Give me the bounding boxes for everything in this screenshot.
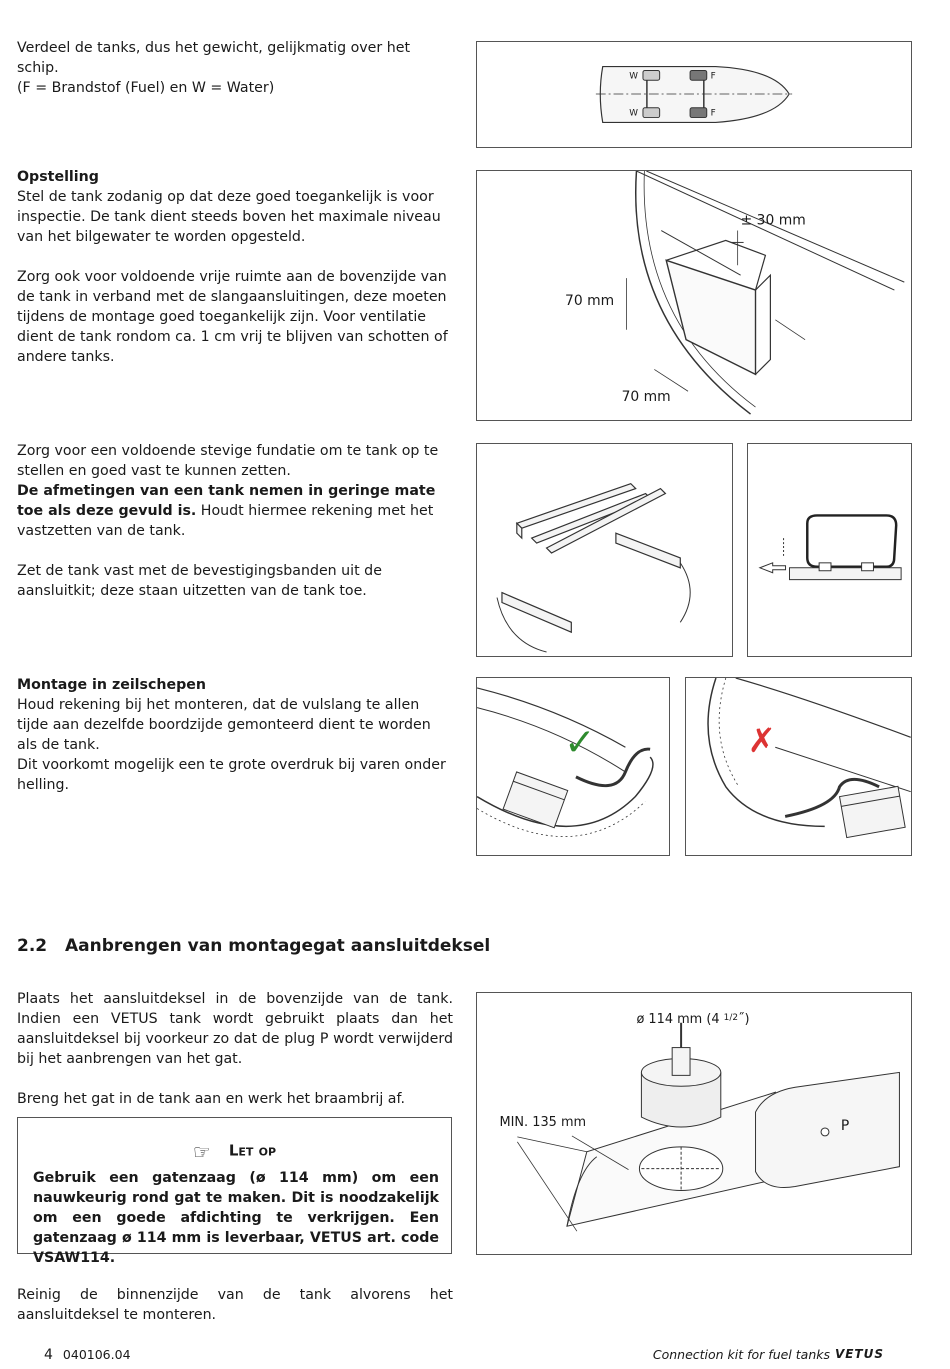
dia-label-text: ø 114 mm (4 (636, 1011, 724, 1027)
foundation-after-bold: Houdt hiermee rekening met het vastzetten van de tank. (17, 503, 434, 539)
boat-label-f-top: F (710, 71, 716, 82)
distribute-text (17, 38, 453, 98)
section-number: 2.2 (17, 936, 48, 956)
note-box (17, 1117, 452, 1266)
note-title: Let op (228, 1141, 277, 1160)
foundation-figure-left (476, 443, 733, 657)
doc-code: 040106.04 (62, 1347, 131, 1362)
pointing-hand-icon: ☞ (192, 1140, 211, 1164)
note-header (18, 1140, 451, 1164)
wrong-mark: ✗ (747, 721, 776, 761)
distribute-line1: Verdeel de tanks, dus het gewicht, gelijkmatig over het schip. (17, 40, 411, 76)
setup-para2: Zorg ook voor voldoende vrije ruimte aan de bovenzijde van de tank in verband met de slangaansluitingen, deze moeten tijdens de montage goed toegankelijk zijn. Voor ventilatie dient de tank rondom ca. 1 cm vrij te blijven van schotten of andere tanks. (17, 269, 448, 365)
s22-para1: Plaats het aansluitdeksel in de bovenzijde van de tank. Indien een VETUS tank wordt gebruikt plaats dan het aansluitdeksel bij voorkeur zo dat de plug P wordt verwijderd bij het aanbrengen van het gat. (17, 991, 453, 1067)
setup-figure (476, 170, 912, 421)
dim-bottom-label: 70 mm (621, 389, 671, 406)
note-body: Gebruik een gatenzaag (ø 114 mm) om een nauwkeurig rond gat te maken. Dit is noodzakelijk om een goede afdichting te verkrijgen. Een gatenzaag ø 114 mm is leverbaar, VETUS art. code VSAW114. (33, 1170, 439, 1266)
vetus-logo: VETUS (834, 1347, 884, 1361)
boat-label-w-top: W (629, 71, 638, 82)
boat-label-f-bottom: F (710, 108, 716, 119)
sail-wrong-figure (685, 677, 912, 856)
foundation-figure-right (747, 443, 912, 657)
dia-label-end: ˝) (738, 1011, 750, 1027)
distribute-line2: (F = Brandstof (Fuel) en W = Water) (17, 80, 275, 96)
setup-heading: Opstelling (17, 169, 99, 185)
foundation-para2: Zet de tank vast met de bevestigingsbanden uit de aansluitkit; deze staan uitzetten van de tank toe. (17, 563, 382, 599)
sailboats-text (17, 675, 453, 795)
footer-left (44, 1347, 131, 1363)
dia-label-fraction: 1/2 (723, 1012, 739, 1023)
foundation-bold: De afmetingen van een tank nemen in geringe mate toe als deze gevuld is. (17, 483, 436, 519)
setup-text (17, 167, 453, 367)
dim-left-label: 70 mm (565, 292, 615, 309)
footer-title: Connection kit for fuel tanks (652, 1347, 830, 1362)
sailboats-para2: Dit voorkomt mogelijk een te grote overdruk bij varen onder helling. (17, 757, 446, 793)
boat-label-w-bottom: W (629, 108, 638, 119)
sailboats-heading: Montage in zeilschepen (17, 677, 207, 693)
min-label: MIN. 135 mm (499, 1114, 587, 1130)
section-heading (17, 936, 617, 956)
drill-figure (476, 992, 912, 1255)
plug-label: P (840, 1117, 850, 1134)
dim-top-label: ± 30 mm (740, 212, 806, 229)
boat-tank-figure (476, 41, 912, 148)
section-title: Aanbrengen van montagegat aansluitdeksel (65, 936, 491, 956)
foundation-text (17, 441, 453, 601)
page-number: 4 (44, 1347, 53, 1363)
correct-mark: ✓ (564, 720, 596, 765)
sailboats-para: Houd rekening bij het monteren, dat de vulslang te allen tijde aan dezelfde boordzijde gemonteerd dient te worden als de tank. (17, 697, 431, 753)
s22-para3: Reinig de binnenzijde van de tank alvorens het aansluitdeksel te monteren. (17, 1287, 453, 1323)
dia-label (636, 1012, 749, 1027)
foundation-para1: Zorg voor een voldoende stevige fundatie om te tank op te stellen en goed vast te kunnen zetten. (17, 443, 439, 479)
setup-para1: Stel de tank zodanig op dat deze goed toegankelijk is voor inspectie. De tank dient steeds boven het maximale niveau van het bilgewater te worden opgesteld. (17, 189, 441, 245)
sail-correct-figure (476, 677, 670, 856)
s22-text (17, 989, 453, 1109)
s22-para2: Breng het gat in de tank aan en werk het braambrij af. (17, 1091, 405, 1107)
